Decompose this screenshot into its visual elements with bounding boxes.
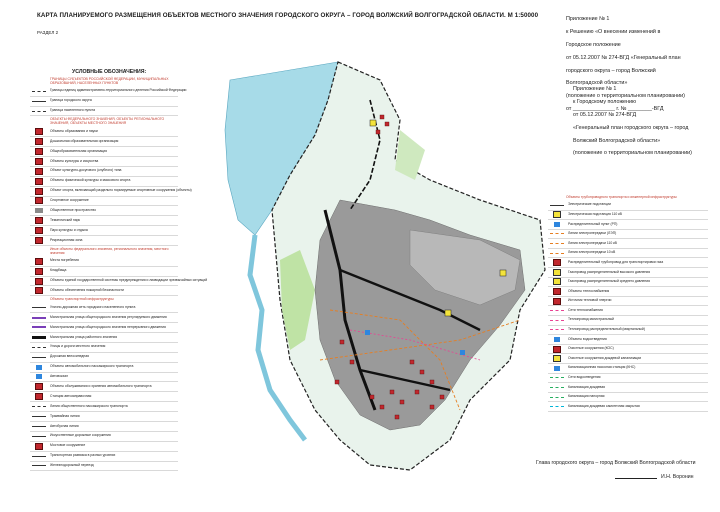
legend-swatch [553, 288, 561, 295]
legend-symbol-icon [30, 198, 48, 204]
legend-symbol-icon [548, 260, 566, 266]
legend-symbol-icon [30, 453, 48, 459]
map-title: КАРТА ПЛАНИРУЕМОГО РАЗМЕЩЕНИЯ ОБЪЕКТОВ МЕСТНОГО ЗНАЧЕНИЯ ГОРОДСКОГО ОКРУГА – ГОРОД ВОЛЖСКИЙ ВОЛГОГРАДСКОЙ ОБЛАСТИ. М 1:50000 [37, 12, 539, 19]
legend-item [548, 211, 708, 221]
legend-swatch [35, 128, 43, 135]
legend-group [548, 196, 708, 412]
approval-bottom-line: (положение о территориальном планировании) [573, 150, 692, 157]
approval-top-line: к Решению «О внесении изменений в [566, 29, 661, 36]
legend-item-label: Искусственные дорожные сооружения [50, 433, 111, 438]
legend-item [30, 452, 178, 462]
legend-swatch [32, 456, 46, 457]
legend-item [548, 268, 708, 278]
legend-item-label: Улично-дорожная сеть городского населенного пункта [50, 304, 136, 309]
legend-symbol-icon [548, 375, 566, 381]
legend-group [30, 246, 208, 296]
legend-swatch [550, 329, 564, 330]
object-marker [376, 130, 380, 134]
legend-item [548, 326, 708, 336]
approval-bottom-line: Волжский Волгоградской области» [573, 137, 661, 144]
legend-item-label: Улицы и дороги местного значения [50, 344, 106, 349]
legend-item-label: Линия общественного пассажирского транспорта [50, 403, 128, 408]
legend-symbol-icon [30, 384, 48, 390]
legend-swatch [35, 188, 43, 195]
legend-item-label: Автобусная линия [50, 423, 79, 428]
approval-top-line: от 05.12.2007 № 274-ВГД «Генеральный план [566, 54, 681, 61]
legend-item-label: Канализация дождевая самотечная закрытая [568, 403, 640, 408]
legend-item [30, 137, 178, 147]
legend-item-label: Границы единиц административно-территориального деления Российской Федерации [50, 88, 187, 93]
legend-symbol-icon [30, 278, 48, 284]
legend-swatch [553, 298, 561, 305]
legend-item-label: Сети водоотведения [568, 375, 601, 380]
legend-item-label: Дорожная велосипедная [50, 354, 90, 359]
legend-group-heading: ОБЪЕКТЫ ФЕДЕРАЛЬНОГО ЗНАЧЕНИЯ, ОБЪЕКТЫ РЕГИОНАЛЬНОГО ЗНАЧЕНИЯ, ОБЪЕКТЫ МЕСТНОГО ЗНАЧЕНИЯ [50, 117, 165, 126]
legend-symbol-icon [548, 250, 566, 256]
legend-swatch [32, 317, 46, 319]
legend-symbol-icon [30, 188, 48, 194]
legend-symbol-icon [30, 139, 48, 145]
legend-item-label: Станция автозаправочная [50, 393, 92, 398]
legend-item [30, 197, 178, 207]
legend-item-label: Мостовое сооружение [50, 443, 86, 448]
legend-item-label: Объекты образования и науки [50, 128, 98, 133]
legend-item [548, 354, 708, 364]
legend-symbol-icon [30, 238, 48, 244]
legend-item [30, 462, 178, 472]
legend-swatch [35, 268, 43, 275]
approval-bottom-line: Приложение № 1 [573, 86, 617, 93]
legend-item-label: Тематический парк [50, 217, 81, 222]
legend-item [548, 239, 708, 249]
legend-item [548, 201, 708, 211]
legend-item [548, 287, 708, 297]
legend-item-label: Магистральная улица районного значения [50, 334, 118, 339]
legend-item [30, 343, 178, 353]
legend-item [30, 303, 178, 313]
legend-symbol-icon [30, 305, 48, 311]
legend-item [548, 374, 708, 384]
legend-symbol-icon [30, 324, 48, 330]
legend-item-label: Объекты обеспечения пожарной безопасности [50, 288, 124, 293]
legend-item-label: Газопровод распределительный среднего давления [568, 279, 650, 284]
legend-left [30, 77, 208, 473]
legend-item-label: Электрическая подстанция 110 кВ [568, 211, 622, 216]
legend-group [30, 77, 187, 116]
legend-item-label: Парк культуры и отдыха [50, 227, 88, 232]
legend-symbol-icon [548, 298, 566, 304]
legend-item-label: Объект спорта, включающий раздельно нормируемые спортивные сооружения (объекты) [50, 188, 192, 193]
legend-item-label: Объекты физической культуры и массового спорта [50, 178, 131, 183]
legend-swatch [553, 346, 561, 353]
legend-item-label: Граница населенного пункта [50, 108, 95, 113]
legend-symbol-icon [30, 98, 48, 104]
legend-item [30, 323, 178, 333]
legend-symbol-icon [30, 463, 48, 469]
approval-bottom-line: к Городскому положению [573, 99, 637, 106]
legend-symbol-icon [30, 158, 48, 164]
legend-item [30, 167, 178, 177]
legend-symbol-icon [548, 269, 566, 275]
legend-swatch [35, 237, 43, 244]
legend-item [30, 373, 178, 383]
legend-item [548, 297, 708, 307]
legend-symbol-icon [30, 364, 48, 370]
legend-swatch [550, 406, 564, 407]
legend-swatch [35, 138, 43, 145]
legend-swatch [550, 320, 564, 321]
legend-item [548, 258, 708, 268]
legend-swatch [35, 227, 43, 234]
legend-symbol-icon [30, 168, 48, 174]
legend-item [30, 442, 178, 452]
legend-item-label: Электрические подстанции [568, 202, 611, 207]
legend-symbol-icon [30, 423, 48, 429]
legend-item-label: Магистральная улица общегородского значения регулируемого движения [50, 314, 167, 319]
legend-item [548, 278, 708, 288]
legend-item [548, 249, 708, 259]
object-marker [370, 395, 374, 399]
legend-symbol-icon [548, 337, 566, 343]
legend-swatch [35, 278, 43, 285]
legend-item [30, 286, 178, 296]
legend-swatch [32, 326, 46, 328]
legend-swatch [35, 168, 43, 175]
legend-item [30, 257, 178, 267]
legend-swatch [32, 426, 46, 427]
approval-bottom-line: от 05.12.2007 № 274-ВГД [573, 112, 637, 119]
transport-marker [365, 330, 370, 335]
approval-top-line: Приложение № 1 [566, 16, 610, 23]
legend-item [30, 127, 178, 137]
legend-right [548, 196, 708, 414]
legend-symbol-icon [548, 231, 566, 237]
legend-item-label: Трамвайная линия [50, 413, 80, 418]
legend-symbol-icon [30, 354, 48, 360]
legend-item [30, 382, 178, 392]
legend-item-label: Канализация дождевая [568, 384, 605, 389]
legend-symbol-icon [30, 129, 48, 135]
legend-swatch [32, 336, 46, 338]
legend-item [30, 206, 178, 216]
signature-label: Глава городского округа – город Волжский Волгоградской области [536, 460, 696, 466]
legend-item [30, 267, 178, 277]
legend-swatch [35, 178, 43, 185]
object-marker [440, 395, 444, 399]
legend-item-label: Железнодорожный переезд [50, 463, 94, 468]
legend-item [30, 216, 178, 226]
legend-item [548, 220, 708, 230]
legend-swatch [554, 366, 560, 371]
legend-swatch [32, 91, 46, 92]
legend-symbol-icon [30, 443, 48, 449]
legend-swatch [32, 416, 46, 417]
legend-symbol-icon [30, 374, 48, 380]
legend-swatch [32, 347, 46, 348]
legend-item [30, 157, 178, 167]
legend-swatch [32, 436, 46, 437]
legend-symbol-icon [548, 308, 566, 314]
legend-item-label: Рекреационная зона [50, 237, 83, 242]
approval-top-line: Волгоградской области» [566, 80, 628, 87]
legend-item-label: Объекты автомобильного пассажирского транспорта [50, 364, 134, 369]
legend-item-label: Теплопровод магистральный [568, 317, 614, 322]
legend-swatch [553, 278, 561, 285]
legend-symbol-icon [30, 315, 48, 321]
legend-item-label: Граница городского округа [50, 98, 92, 103]
object-marker [415, 390, 419, 394]
legend-swatch [553, 211, 561, 218]
legend-item [30, 226, 178, 236]
legend-swatch [550, 253, 564, 254]
legend-symbol-icon [548, 241, 566, 247]
approval-top-line: от ______________ г. № ________-ВГД [566, 106, 664, 113]
legend-item-label: Места погребения [50, 258, 79, 263]
legend-item-label: Объекты единой государственной системы предупреждения и ликвидации чрезвычайных ситуаций [50, 278, 208, 283]
legend-item [30, 97, 178, 107]
legend-item-label: Объекты водоотведения [568, 336, 607, 341]
object-marker [420, 370, 424, 374]
legend-item [30, 313, 178, 323]
legend-swatch [35, 197, 43, 204]
legend-symbol-icon [30, 268, 48, 274]
legend-symbol-icon [30, 394, 48, 400]
legend-swatch [35, 217, 43, 224]
legend-item [30, 147, 178, 157]
legend-swatch [35, 287, 43, 294]
legend-item [548, 345, 708, 355]
approval-bottom [573, 80, 692, 163]
legend-symbol-icon [30, 288, 48, 294]
transport-marker [460, 350, 465, 355]
legend-swatch [550, 243, 564, 244]
legend-symbol-icon [30, 178, 48, 184]
legend-swatch [35, 393, 43, 400]
legend-symbol-icon [30, 149, 48, 155]
legend-symbol-icon [548, 384, 566, 390]
legend-item-label: Магистральная улица общегородского значения непрерывного движения [50, 324, 166, 329]
legend-item [30, 402, 178, 412]
object-marker [350, 360, 354, 364]
legend-swatch [35, 208, 43, 213]
legend-symbol-icon [548, 317, 566, 323]
legend-item [30, 177, 178, 187]
legend-item [30, 236, 178, 246]
legend-item [30, 333, 178, 343]
legend-title: УСЛОВНЫЕ ОБОЗНАЧЕНИЯ: [72, 69, 147, 75]
legend-symbol-icon [30, 404, 48, 410]
legend-item [30, 363, 178, 373]
legend-item [548, 316, 708, 326]
legend-swatch [553, 269, 561, 276]
legend-symbol-icon [30, 228, 48, 234]
legend-swatch [35, 443, 43, 450]
legend-swatch [35, 383, 43, 390]
substation-icon [445, 310, 451, 316]
legend-symbol-icon [30, 258, 48, 264]
legend-item [548, 306, 708, 316]
city-map [220, 60, 550, 480]
legend-item-label: Транспортная развязка в разных уровнях [50, 453, 116, 458]
legend-symbol-icon [548, 365, 566, 371]
object-marker [380, 115, 384, 119]
legend-item-label: Объект культурно-досугового (клубного) типа [50, 168, 122, 173]
object-marker [430, 405, 434, 409]
legend-item [548, 393, 708, 403]
legend-symbol-icon [548, 289, 566, 295]
substation-icon [370, 120, 376, 126]
legend-item [30, 277, 208, 287]
legend-symbol-icon [548, 212, 566, 218]
legend-group-heading: ГРАНИЦЫ СУБЪЕКТОВ РОССИЙСКОЙ ФЕДЕРАЦИИ, МУНИЦИПАЛЬНЫХ ОБРАЗОВАНИЙ, НАСЕЛЕННЫХ ПУНКТОВ [50, 77, 169, 85]
legend-item [548, 364, 708, 374]
signer-name: И.Н. Воронин [661, 474, 694, 480]
legend-symbol-icon [548, 404, 566, 410]
legend-symbol-icon [30, 433, 48, 439]
legend-symbol-icon [30, 344, 48, 350]
legend-group-heading: Объекты транспортной инфраструктуры [50, 297, 114, 302]
legend-item-label: Источник тепловой энергии [568, 298, 612, 303]
legend-symbol-icon [548, 394, 566, 400]
legend-swatch [32, 465, 46, 466]
legend-swatch [32, 101, 46, 102]
object-marker [380, 405, 384, 409]
legend-item-label: Линии электропередачи (ЛЭП) [568, 231, 617, 236]
legend-symbol-icon [30, 88, 48, 94]
legend-item-label: Объекты теплоснабжения [568, 288, 610, 293]
legend-item-label: Дошкольная образовательная организация [50, 138, 119, 143]
legend-item [548, 383, 708, 393]
legend-swatch [554, 337, 560, 342]
legend-swatch [550, 205, 564, 206]
legend-swatch [554, 222, 560, 227]
legend-item-label: Спортивное сооружение [50, 198, 89, 203]
legend-swatch [32, 111, 46, 112]
legend-item-label: Очистные сооружения дождевой канализации [568, 355, 642, 360]
legend-swatch [36, 365, 42, 370]
legend-swatch [550, 310, 564, 311]
legend-item-label: Канализация напорная [568, 394, 605, 399]
approval-top-line: Городское положение [566, 42, 621, 49]
legend-item [548, 230, 708, 240]
legend-symbol-icon [30, 208, 48, 214]
approval-top-line: (положение о территориальном планировании) [566, 93, 685, 100]
legend-symbol-icon [30, 218, 48, 224]
legend-item-label: Распределительный трубопровод для транспортировки газа [568, 259, 664, 264]
legend-item [30, 107, 178, 117]
legend-item [548, 335, 708, 345]
legend-item [30, 353, 178, 363]
legend-symbol-icon [30, 334, 48, 340]
approval-top-line: городского округа – город Волжский [566, 67, 656, 74]
legend-item-label: Теплопровод распределительный (квартальный) [568, 327, 645, 332]
legend-group-heading: Объекты трубопроводного транспорта и инженерной инфраструктуры [566, 195, 677, 199]
legend-item-label: Объекты культуры и искусства [50, 158, 99, 163]
legend-item-label: Автовокзал [50, 374, 68, 379]
legend-swatch [550, 387, 564, 388]
legend-symbol-icon [548, 346, 566, 352]
legend-item-label: Кладбища [50, 268, 67, 273]
legend-symbol-icon [548, 202, 566, 208]
section-label: РАЗДЕЛ 2 [37, 30, 59, 35]
legend-item-label: Канализационная насосная станция (КНС) [568, 365, 636, 370]
legend-swatch [32, 307, 46, 308]
legend-item [30, 412, 178, 422]
legend-swatch [35, 258, 43, 265]
legend-symbol-icon [30, 108, 48, 114]
legend-symbol-icon [548, 221, 566, 227]
legend-swatch [35, 148, 43, 155]
legend-item-label: Объекты обслуживания и хранения автомобильного транспорта [50, 383, 152, 388]
legend-item-label: Общественное пространство [50, 208, 96, 213]
object-marker [400, 400, 404, 404]
legend-item [30, 87, 187, 97]
legend-swatch [32, 357, 46, 358]
legend-group [30, 298, 178, 471]
legend-item-label: Распределительный пункт (РП) [568, 221, 618, 226]
legend-swatch [35, 158, 43, 165]
legend-item [30, 392, 178, 402]
legend-item [30, 432, 178, 442]
legend-item [548, 402, 708, 412]
legend-item-label: Линия электропередачи 110 кВ [568, 240, 617, 245]
object-marker [340, 340, 344, 344]
legend-swatch [32, 406, 46, 407]
legend-item-label: Сети теплоснабжения [568, 307, 603, 312]
approval-bottom-line: «Генеральный план городского округа – город [573, 124, 689, 131]
legend-swatch [553, 355, 561, 362]
legend-swatch [36, 374, 42, 379]
substation-icon [500, 270, 506, 276]
legend-swatch [550, 377, 564, 378]
object-marker [410, 360, 414, 364]
legend-item-label: Общеобразовательная организация [50, 148, 108, 153]
legend-item-label: Линия электропередачи 10 кВ [568, 250, 616, 255]
legend-item [30, 422, 178, 432]
legend-item-label: Газопровод распределительный высокого давления [568, 269, 651, 274]
object-marker [395, 415, 399, 419]
object-marker [390, 390, 394, 394]
legend-swatch [550, 397, 564, 398]
object-marker [430, 380, 434, 384]
object-marker [385, 122, 389, 126]
legend-item [30, 187, 192, 197]
legend-swatch [550, 233, 564, 234]
legend-group [30, 117, 192, 246]
legend-symbol-icon [548, 356, 566, 362]
legend-symbol-icon [548, 327, 566, 333]
legend-item-label: Очистные сооружения (КОС) [568, 346, 614, 351]
legend-group-heading: Иные объекты федерального значения, регионального значения, местного значения [50, 246, 169, 255]
object-marker [335, 380, 339, 384]
legend-symbol-icon [30, 414, 48, 420]
signature-line [615, 478, 657, 479]
legend-swatch [553, 259, 561, 266]
legend-symbol-icon [548, 279, 566, 285]
